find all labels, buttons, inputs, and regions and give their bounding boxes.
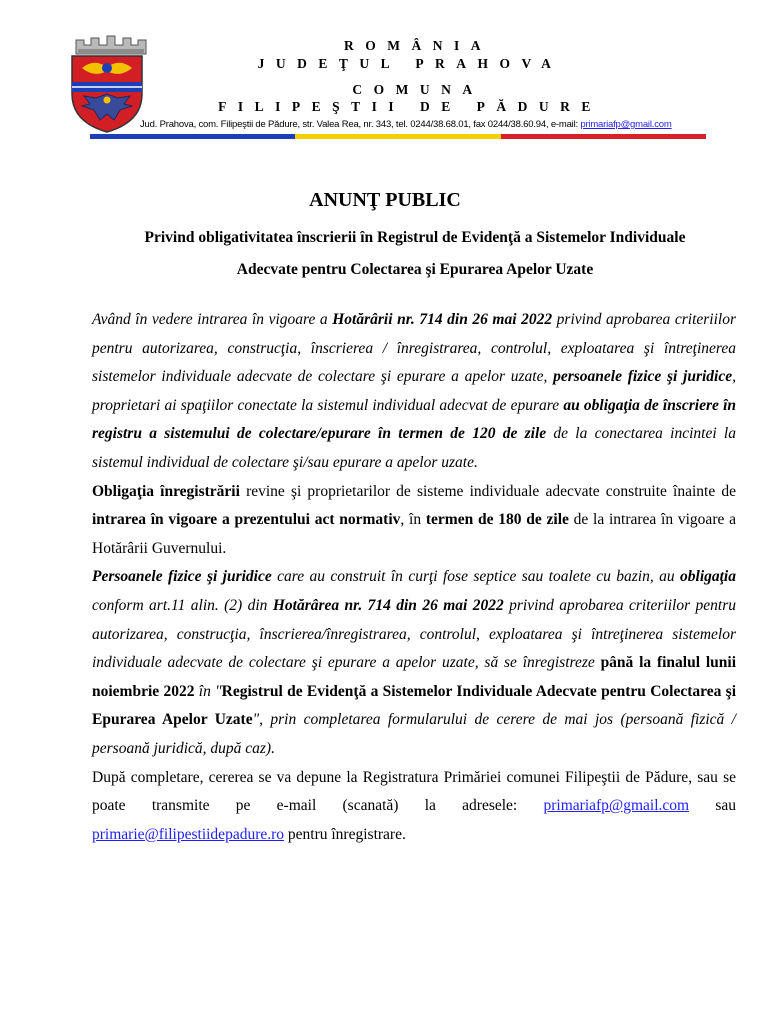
flag-yellow [295,134,500,139]
header-country: ROMÂNIA [344,38,492,53]
p3-text-2: conform art.11 alin. (2) din [92,596,273,614]
p4-text-1: După completare, cererea se va depune la Registratura Primăriei comunei Filipeştii de Pădure, sau se poate transmite pe e-mail (scanată) la adresele: [92,768,736,815]
p1-text-4: de la conectarea incintei la sistemul individual de colectare şi/sau epurare a apelor uzate. [92,425,736,471]
header-county: JUDEŢUL PRAHOVA [257,56,563,71]
p3-text-4: în " [194,682,222,700]
p1-text-2: privind aprobarea criteriilor pentru autorizarea, construcţia, înscrierea / înregistrarea, controlul, exploatarea şi întreţinerea sistemelor individuale adecvate de colectare şi epurare a apelor uzate, [92,311,736,386]
p1-text-3: , proprietari ai spaţiilor conectate la sistemul individual adecvat de epurare [92,368,736,414]
p1-text-1: Având în vedere intrarea în vigoare a [92,311,333,328]
header-commune-name: FILIPEŞTII DE PĂDURE [218,99,602,114]
header-address [140,119,710,131]
paragraph-3 [92,563,736,763]
p2-bold-3: termen de 180 de zile [425,511,569,529]
p3-bold-3: Hotărârea nr. 714 din 26 mai 2022 [272,596,504,614]
email-link-primarie[interactable]: primarie@filipestiidepadure.ro [92,825,285,843]
p4-text-3: pentru înregistrare. [284,825,406,843]
p2-bold-2: intrarea în vigoare a prezentului act normativ [92,511,401,529]
p3-text-1: care au construit în curţi fose septice sau toalete cu bazin, au [271,568,681,586]
p3-bold-1: Persoanele fizice şi juridice [92,568,272,586]
coat-of-arms-icon [66,34,148,134]
tricolor-bar [90,134,706,139]
p2-text-3: de la intrarea în vigoare a Hotărârii Guvernului. [92,511,736,557]
p3-text-3: privind aprobarea criteriilor pentru autorizarea, construcţia, înscrierea/înregistrarea, controlul, exploatarea şi întreţinerea sistemelor individuale adecvate de colectare şi epurare a apelor uzate, să se înregistreze [92,596,736,672]
p3-bold-2: obligaţia [680,568,736,586]
document-title: ANUNŢ PUBLIC [309,189,461,211]
header-commune-label: COMUNA [352,82,484,97]
p2-text-1: revine şi proprietarilor de sisteme individuale adecvate construite înainte de [239,482,736,500]
flag-blue [90,134,295,139]
flag-red [501,134,706,139]
paragraph-1 [92,306,736,478]
p3-bold-4: până la finalul lunii noiembrie 2022 [92,654,737,700]
p1-bold-3: au obligaţia de înscriere în registru a sistemului de colectare/epurare în termen de 120 de zile [92,396,736,443]
header-email-link[interactable]: primariafp@gmail.com [580,119,672,130]
p3-bold-5: Registrul de Evidenţă a Sistemelor Individuale Adecvate pentru Colectarea şi Epurarea Apelor Uzate [92,682,736,729]
p1-bold-1: Hotărârii nr. 714 din 26 mai 2022 [332,311,553,328]
paragraph-4 [92,764,736,850]
address-text: Jud. Prahova, com. Filipeştii de Pădure, str. Valea Rea, nr. 343, tel. 0244/38.68.01, fax 0244/38.60.94, e-mail: [140,119,581,130]
email-link-primariafp[interactable]: primariafp@gmail.com [543,797,690,815]
announcement-body [92,306,736,849]
p2-bold-1: Obligaţia înregistrării [92,482,240,500]
p3-text-5: ", prin completarea formularului de cerere de mai jos (persoană fizică / persoană juridică, după caz). [92,711,736,757]
p1-bold-2: persoanele fizice şi juridice [553,368,733,386]
p4-text-2: sau [689,797,737,815]
document-subtitle [90,222,740,286]
subtitle-line-1: Privind obligativitatea înscrierii în Registrul de Evidenţă a Sistemelor Individuale [144,229,686,246]
paragraph-2 [92,478,736,564]
p2-text-2: , în [400,511,426,529]
subtitle-line-2: Adecvate pentru Colectarea şi Epurarea Apelor Uzate [236,261,594,278]
